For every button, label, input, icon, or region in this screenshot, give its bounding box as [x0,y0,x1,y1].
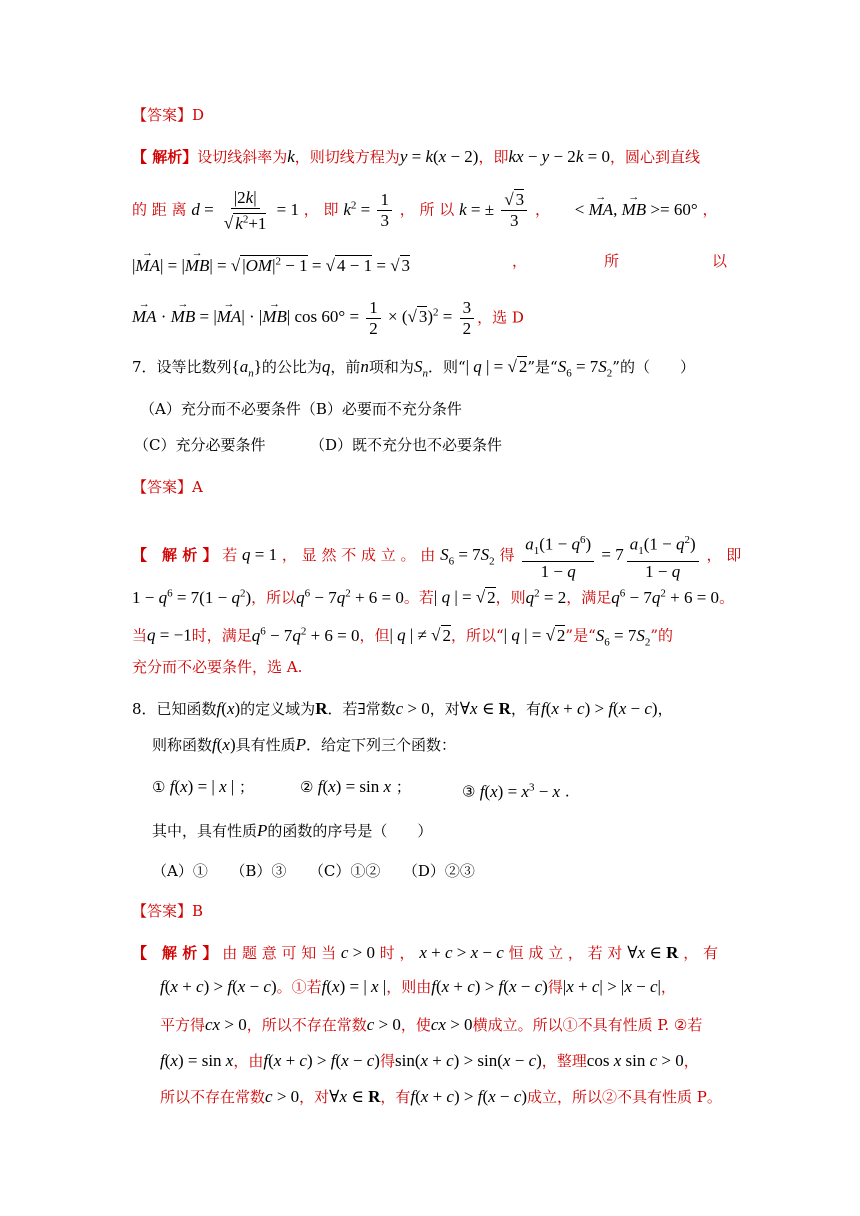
q8-analysis-line-3: 平方得cx > 0，所以不存在常数c > 0，使cx > 0横成立。所以①不具有性质 P. ②若 [160,1015,703,1034]
q7-option-a[interactable]: （A）充分而不必要条件 [140,400,301,418]
q7-analysis-line-3: 当q = −1时，满足$q^6 - 7q^2 + 6 = 0$，但| q | ≠ √ 2，所以“| q | = √ 2”是“$S_6 = 7S_2$”的 [132,625,674,649]
q8-options [152,860,475,882]
q8-analysis-line-4: f(x) = sin x，由f(x + c) > f(x − c)得sin(x + c) > sin(x − c)，整理cos x sin c > 0， [160,1051,699,1070]
q6-answer: 【答案】D [132,106,205,124]
q6-analysis-line-3: |→ MA| = |→ MB| = √ $|OM|^2 - 1$ = √ 4 − 1 = √ 3 [132,250,410,277]
q8-function-3: ③ $f(x) = x^3 - x$ . [462,781,570,801]
q8-stem-line-2: 则称函数f(x)具有性质P．给定下列三个函数： [152,735,457,754]
q6-analysis-line-3-suo: 所 [604,252,620,270]
q7-analysis-line-1: 【 解 析 】 若 q = 1 ， 显 然 不 成 立 。 由 $S_6 = 7S_2$ 得 $\frac{a_1(1 - q^6)}{1 - q}$ = 7 $\frac{a_1(1 - q^2)}{1 - q}$ ， 即 [132,530,741,582]
q7-option-b[interactable]: （B）必要而不充分条件 [300,400,462,418]
q7-stem: 7．设等比数列$\{a_n\}$的公比为q，前n项和为$S_n$．则“| q | = √ 2”是“$S_6 = 7S_2$”的（ ） [132,357,695,380]
q8-option-list[interactable]: （A）① （B）③ （C）①② （D）②③ [152,862,475,880]
q7-options-ab [140,398,462,420]
q7-answer: 【答案】A [132,478,203,496]
q6-analysis-line-3-yi: 以 [712,252,728,270]
q7-analysis-line-4: 充分而不必要条件，选 A. [132,658,303,676]
q8-answer: 【答案】B [132,902,204,920]
q7-options-cd [134,434,265,456]
q8-analysis-line-2: f(x + c) > f(x − c)。①若f(x) = | x |，则由f(x + c) > f(x − c)得|x + c| > |x − c|， [160,977,676,996]
q6-analysis-line-1: 【 解析】设切线斜率为k，则切线方程为y = k(x − 2)，即kx − y − 2k = 0，圆心到直线 [132,147,700,166]
q8-function-2: ② f(x) = sin x ； [300,777,411,796]
q7-option-d[interactable]: （D）既不充分也不必要条件 [310,436,503,454]
q6-analysis-line-3-tail: ， [512,252,528,270]
q7-options-d [310,434,502,456]
q6-analysis-line-2: 的 距 离 d = $\frac{|2k|}{√ k^2+1}$ = 1 ， 即 $k^2$ = $\frac{1}{3}$ ， 所 以 k = ± $\frac{√ 3}{3}$ ， < → MA, → MB >= 60° ， [132,188,717,234]
q8-analysis-line-1: 【 解 析 】 由 题 意 可 知 当 c > 0 时 ， x + c > x − c 恒 成 立 ， 若 对 ∀x ∈ R ， 有 [132,943,718,962]
q7-option-c[interactable]: （C）充分必要条件 [134,436,266,454]
q8-function-1: ① f(x) = | x | ； [152,777,255,796]
q8-stem-line-1: 8．已知函数f(x)的定义域为R．若∃常数c > 0，对∀x ∈ R，有f(x + c) > f(x − c)， [132,699,673,718]
q7-analysis-line-2: $1 - q^6 = 7(1 - q^2)$，所以$q^6 - 7q^2 + 6 = 0$。若| q | = √ 2，则$q^2 = 2$，满足$q^6 - 7q^2 + 6 = 0$。 [132,587,735,607]
q6-analysis-line-4: → MA · → MB = |→ MA| · |→ MB| cos 60° = $\frac{1}{2}$ × (√ 3)$^2$ = $\frac{3}{2}$ ，选 D [132,298,524,339]
q8-question: 其中，具有性质P的函数的序号是（ ） [152,821,433,840]
q8-analysis-line-5: 所以不存在常数c > 0，对∀x ∈ R，有f(x + c) > f(x − c)成立，所以②不具有性质 P。 [160,1087,722,1106]
